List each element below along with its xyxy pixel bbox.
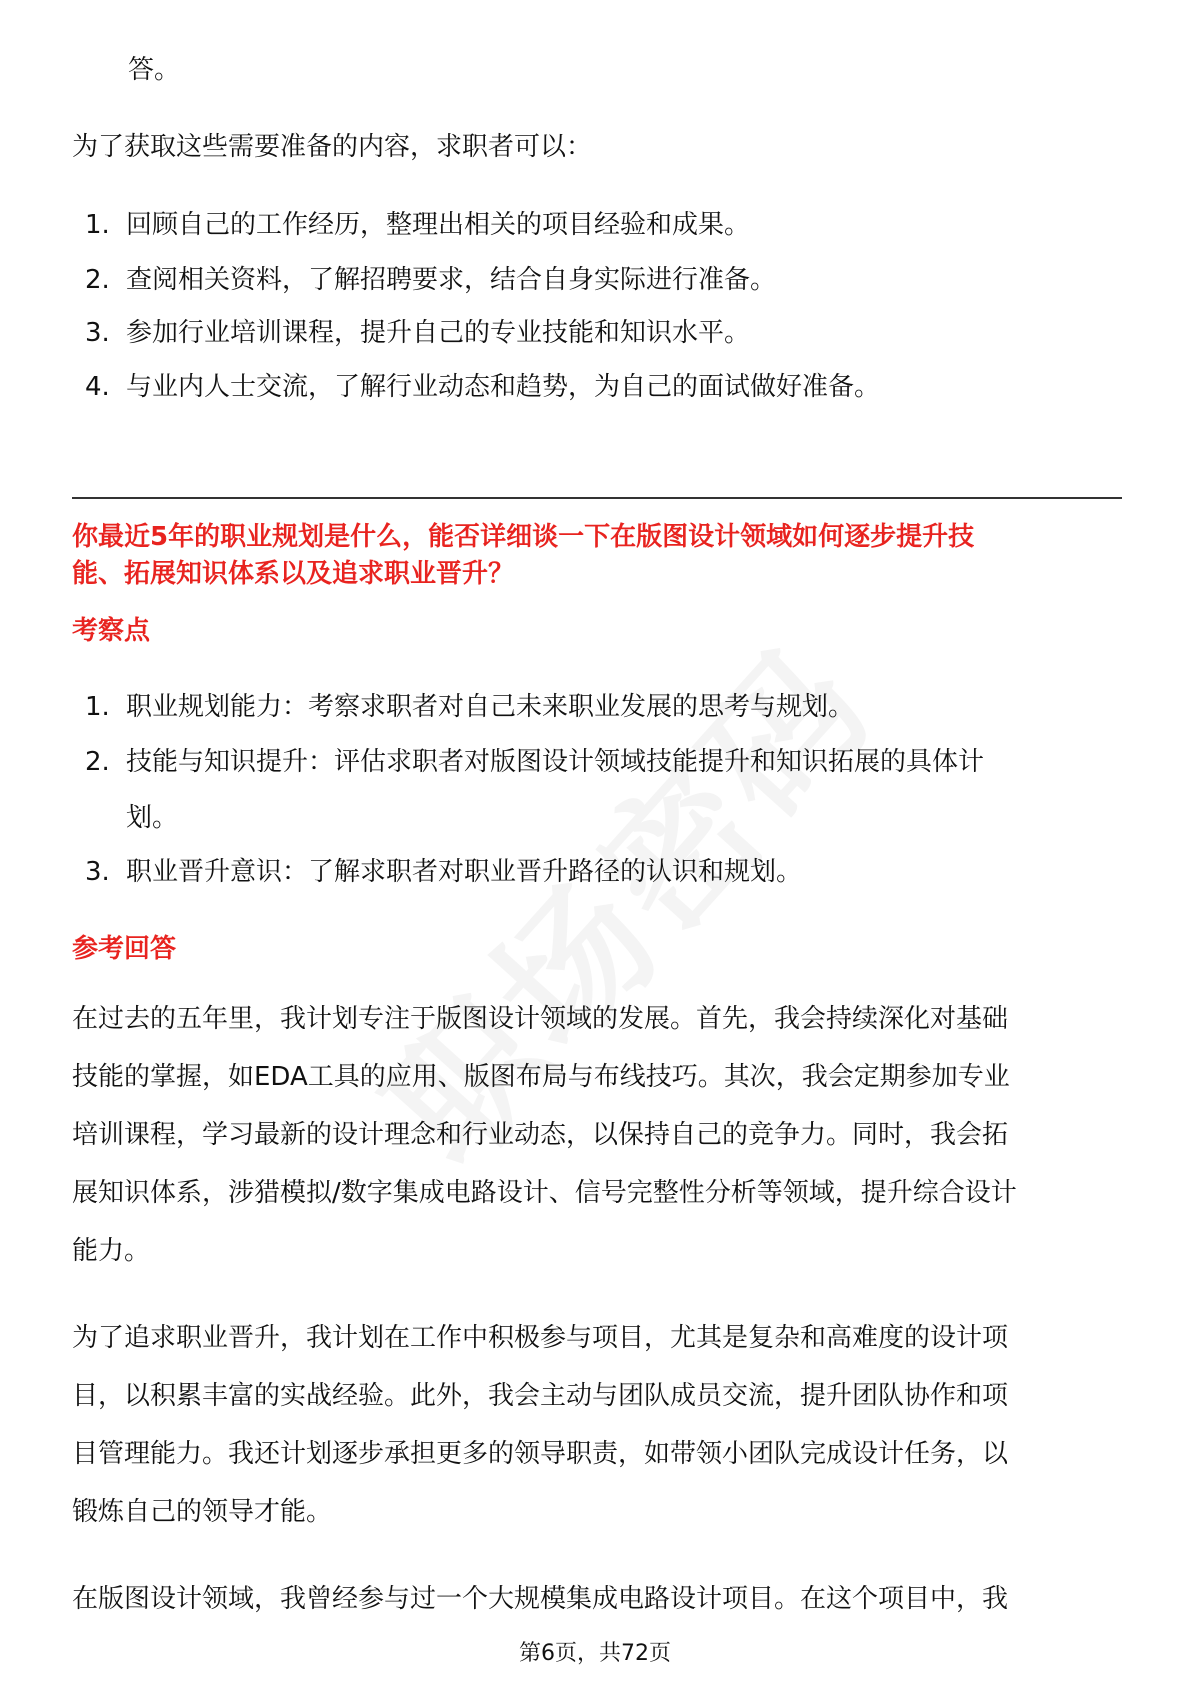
paragraph-line: 展知识体系，涉猎模拟/数字集成电路设计、信号完整性分析等领域，提升综合设计: [72, 1178, 1017, 1208]
list-number: 1.: [85, 210, 110, 240]
paragraph-line: 目管理能力。我还计划逐步承担更多的领导职责，如带领小团队完成设计任务，以: [72, 1439, 1009, 1469]
list-text: 职业规划能力：考察求职者对自己未来职业发展的思考与规划。: [126, 692, 855, 722]
list-number: 3.: [85, 318, 110, 348]
paragraph-line: 培训课程，学习最新的设计理念和行业动态，以保持自己的竞争力。同时，我会拓: [72, 1120, 1009, 1150]
list-number: 3.: [85, 857, 110, 887]
list-text: 查阅相关资料，了解招聘要求，结合自身实际进行准备。: [126, 265, 777, 295]
list-text: 与业内人士交流，了解行业动态和趋势，为自己的面试做好准备。: [126, 372, 881, 402]
list-number: 2.: [85, 265, 110, 295]
list-text: 参加行业培训课程，提升自己的专业技能和知识水平。: [126, 318, 751, 348]
list-text: 职业晋升意识：了解求职者对职业晋升路径的认识和规划。: [126, 857, 803, 887]
continued-text: 答。: [128, 55, 181, 85]
section-divider: [72, 497, 1122, 499]
list-number: 1.: [85, 692, 110, 722]
answer-label: 参考回答: [72, 934, 177, 964]
paragraph-line: 在版图设计领域，我曾经参与过一个大规模集成电路设计项目。在这个项目中，我: [72, 1584, 1009, 1614]
paragraph-line: 目，以积累丰富的实战经验。此外，我会主动与团队成员交流，提升团队协作和项: [72, 1381, 1009, 1411]
list-number: 2.: [85, 747, 110, 777]
question-title-line-2: 能、拓展知识体系以及追求职业晋升？: [72, 559, 515, 589]
paragraph-line: 能力。: [72, 1236, 151, 1266]
list-text: 技能与知识提升：评估求职者对版图设计领域技能提升和知识拓展的具体计: [126, 747, 985, 777]
list-text: 回顾自己的工作经历，整理出相关的项目经验和成果。: [126, 210, 751, 240]
answer-paragraph: [72, 1309, 1122, 1541]
paragraph-line: 为了追求职业晋升，我计划在工作中积极参与项目，尤其是复杂和高难度的设计项: [72, 1323, 1009, 1353]
focus-label: 考察点: [72, 616, 151, 646]
answer-paragraph: [72, 1570, 1122, 1628]
prep-intro: 为了获取这些需要准备的内容，求职者可以：: [72, 132, 593, 162]
paragraph-line: 锻炼自己的领导才能。: [72, 1497, 333, 1527]
paragraph-line: 在过去的五年里，我计划专注于版图设计领域的发展。首先，我会持续深化对基础: [72, 1004, 1009, 1034]
question-title-line-1: 你最近5年的职业规划是什么，能否详细谈一下在版图设计领域如何逐步提升技: [72, 522, 975, 552]
page-footer: 第6页，共72页: [519, 1641, 671, 1666]
list-number: 4.: [85, 372, 110, 402]
list-text-continued: 划。: [126, 803, 179, 833]
answer-paragraph: [72, 990, 1122, 1280]
paragraph-line: 技能的掌握，如EDA工具的应用、版图布局与布线技巧。其次，我会定期参加专业: [72, 1062, 1010, 1092]
